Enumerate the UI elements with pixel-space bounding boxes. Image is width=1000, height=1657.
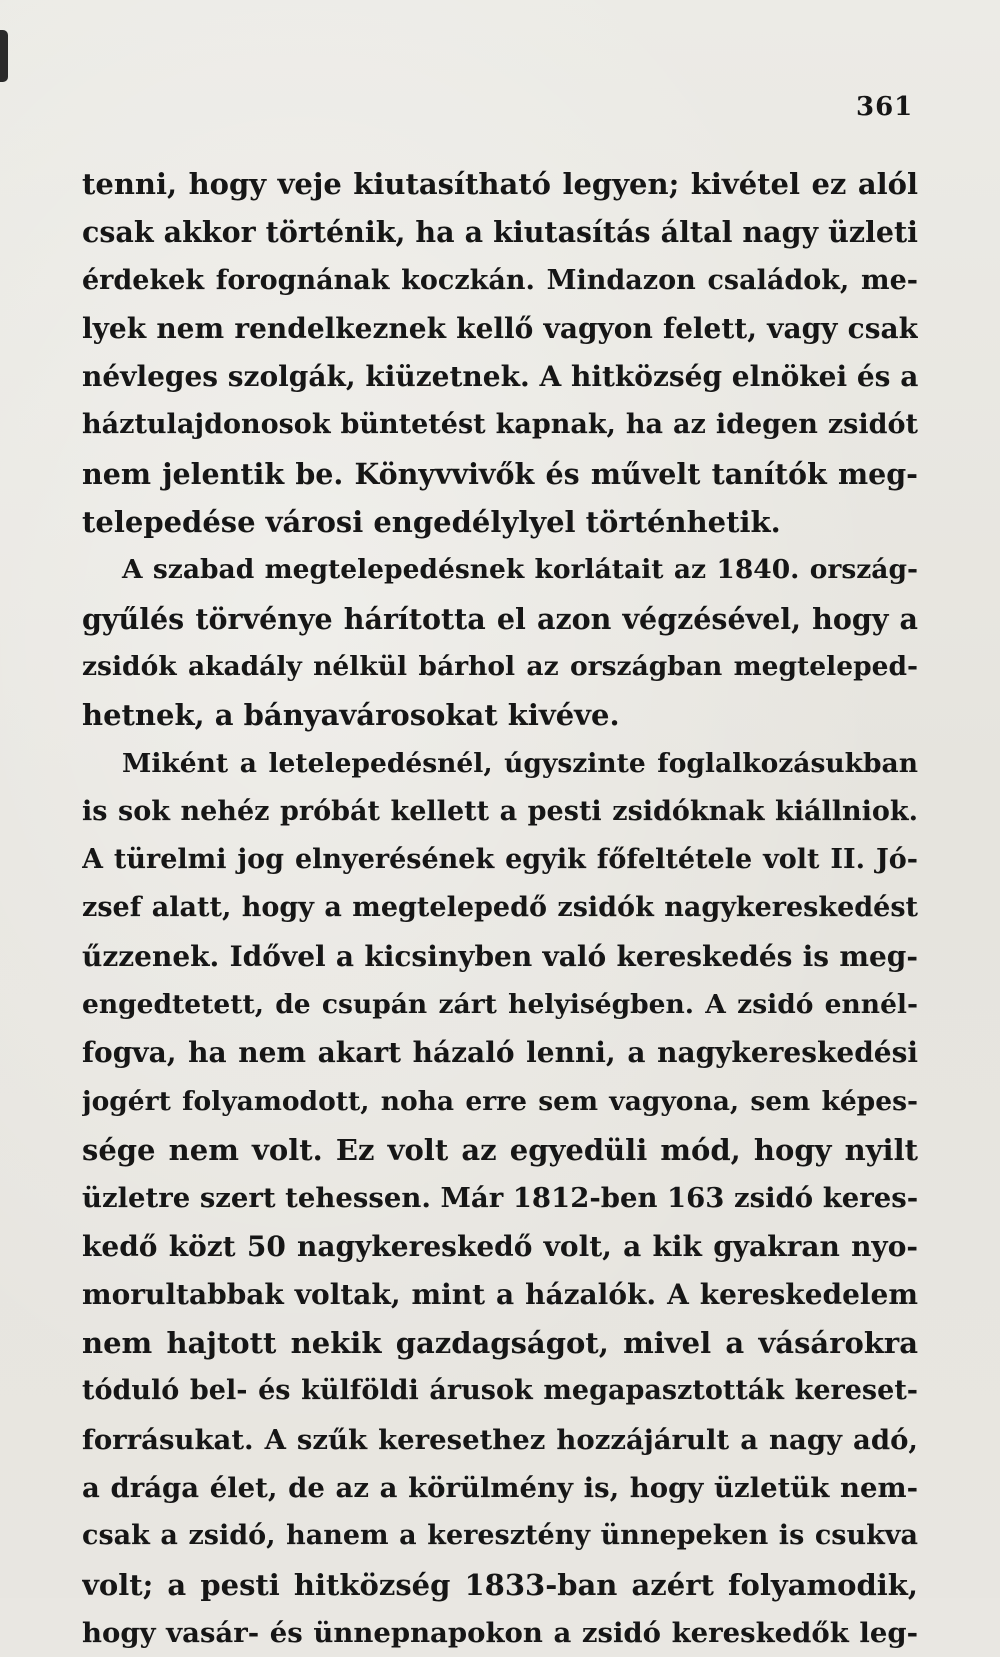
text-line: tóduló bel- és külföldi árusok megapasztották kereset-: [82, 1375, 918, 1407]
text-line: névleges szolgák, kiüzetnek. A hitközség elnökei és a: [82, 360, 918, 394]
text-line: telepedése városi engedélylyel történhetik.: [82, 505, 781, 540]
text-line: zsef alatt, hogy a megtelepedő zsidók nagykereskedést: [82, 892, 918, 924]
page-number: 361: [856, 92, 914, 122]
text-line: üzletre szert tehessen. Már 1812-ben 163 zsidó keres-: [82, 1182, 918, 1215]
text-line: nem hajtott nekik gazdagságot, mivel a vásárokra: [82, 1326, 918, 1361]
text-line: kedő közt 50 nagykereskedő volt, a kik gyakran nyo-: [82, 1229, 918, 1263]
text-line: volt; a pesti hitközség 1833-ban azért folyamodik,: [82, 1567, 918, 1602]
text-line: a drága élet, de az a körülmény is, hogy üzletük nem-: [82, 1472, 918, 1505]
text-line: hetnek, a bányavárosokat kivéve.: [82, 698, 620, 733]
text-line: űzzenek. Idővel a kicsinyben való kereskedés is meg-: [82, 939, 918, 973]
text-line: fogva, ha nem akart házaló lenni, a nagykereskedési: [82, 1036, 918, 1070]
text-line: csak a zsidó, hanem a keresztény ünnepeken is csukva: [82, 1520, 918, 1552]
text-line: is sok nehéz próbát kellett a pesti zsidóknak kiállniok.: [82, 795, 918, 827]
text-line: csak akkor történik, ha a kiutasítás által nagy üzleti: [82, 215, 918, 250]
text-line: zsidók akadály nélkül bárhol az országban megteleped-: [82, 650, 918, 682]
text-line: forrásukat. A szűk keresethez hozzájárult a nagy adó,: [82, 1423, 918, 1456]
text-line: A szabad megtelepedésnek korlátait az 1840. ország-: [122, 554, 918, 586]
text-line: engedtetett, de csupán zárt helyiségben. A zsidó ennél-: [82, 989, 918, 1021]
text-line: morultabbak voltak, mint a házalók. A kereskedelem: [82, 1277, 918, 1311]
text-line: nem jelentik be. Könyvvivők és művelt tanítók meg-: [82, 456, 918, 491]
body-text: [82, 160, 918, 1657]
text-line: A türelmi jog elnyerésének egyik főfeltétele volt II. Jó-: [82, 844, 918, 876]
text-line: hogy vasár- és ünnepnapokon a zsidó kereskedők leg-: [82, 1616, 918, 1649]
text-line: lyek nem rendelkeznek kellő vagyon felett, vagy csak: [82, 311, 918, 345]
text-line: Miként a letelepedésnél, úgyszinte foglalkozásukban: [122, 747, 918, 779]
text-line: sége nem volt. Ez volt az egyedüli mód, hogy nyilt: [82, 1132, 918, 1167]
binding-edge-mark: [0, 30, 8, 82]
text-line: érdekek forognának koczkán. Mindazon családok, me-: [82, 264, 918, 296]
text-line: háztulajdonosok büntetést kapnak, ha az idegen zsidót: [82, 409, 918, 441]
text-line: tenni, hogy veje kiutasítható legyen; kivétel ez alól: [82, 167, 918, 201]
text-line: jogért folyamodott, noha erre sem vagyona, sem képes-: [82, 1085, 918, 1117]
text-line: gyűlés törvénye hárította el azon végzésével, hogy a: [82, 601, 918, 636]
